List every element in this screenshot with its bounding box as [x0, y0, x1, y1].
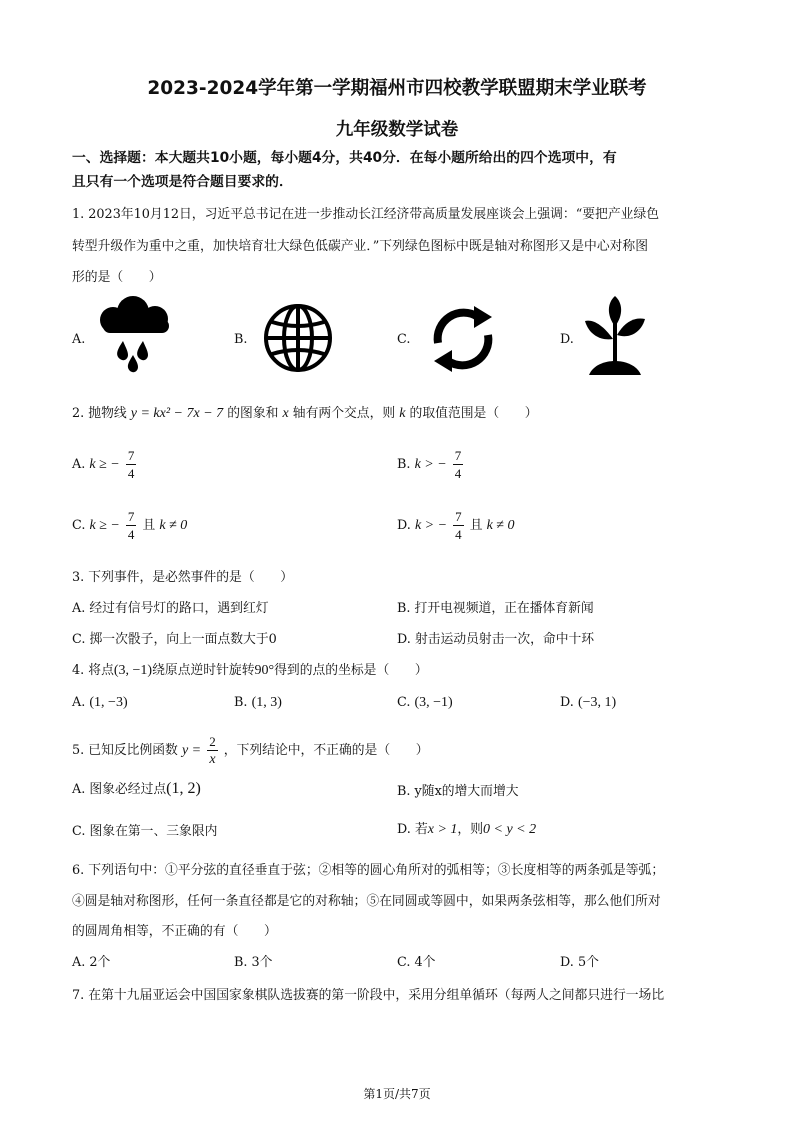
- q5-option-d-result: 0 < y < 2: [483, 822, 537, 837]
- q2-option-b-rel: k > −: [414, 457, 447, 472]
- q2-stem-mid2: 轴有两个交点，则: [292, 406, 396, 421]
- q4-option-a-value: (1, −3): [89, 695, 128, 710]
- q3-option-a: A. 经过有信号灯的路口，遇到红灯: [72, 601, 269, 616]
- frac-den: x: [209, 752, 216, 767]
- q6-option-c: C. 4个: [397, 955, 436, 970]
- q5-option-d-pre: D. 若: [397, 822, 428, 837]
- q2-option-a-rel: k ≥ −: [89, 457, 120, 472]
- q4-stem-post: 得到的点的坐标是（ ）: [274, 663, 428, 678]
- q3-option-b: B. 打开电视频道，正在播体育新闻: [397, 601, 594, 616]
- frac-num: 7: [455, 509, 462, 524]
- q4-option-c-value: (3, −1): [414, 695, 453, 710]
- page-footer: 第1页/共7页: [363, 1087, 431, 1101]
- q1-option-a-label: A.: [72, 332, 86, 347]
- q3-stem: 3. 下列事件，是必然事件的是（ ）: [72, 570, 294, 585]
- q5-stem-pre: 5. 已知反比例函数: [72, 743, 178, 758]
- q5-stem-post: ，下列结论中，不正确的是（ ）: [223, 743, 429, 758]
- rain-cloud-icon: [97, 295, 173, 375]
- recycle-arrows-icon: [420, 303, 506, 375]
- q1-line1: 1. 2023年10月12日，习近平总书记在进一步推动长江经济带高质量发展座谈会上强调：“要把产业绿色: [72, 207, 660, 222]
- q4-option-b-value: (1, 3): [251, 695, 282, 710]
- section-header-line1: 一、选择题：本大题共10小题，每小题4分，共40分．在每小题所给出的四个选项中，有: [72, 150, 617, 166]
- q4-option-b: [234, 695, 282, 711]
- q4-option-d-label: D.: [560, 695, 574, 710]
- frac-num: 7: [454, 448, 462, 463]
- q6-option-a: A. 2个: [72, 955, 111, 970]
- q2-formula: y = kx² − 7x − 7: [130, 406, 224, 421]
- q1-line2: 转型升级作为重中之重，加快培育壮大绿色低碳产业．”下列绿色图标中既是轴对称图形又是中心对称图: [72, 239, 649, 254]
- sprout-icon: [583, 295, 647, 379]
- q2-option-d-frac: [453, 508, 464, 543]
- q7-line1: 7. 在第十九届亚运会中国国家象棋队选拔赛的第一阶段中，采用分组单循环（每两人之间都只进行一场比: [72, 988, 665, 1003]
- q2-x-var: x: [282, 406, 289, 421]
- q1-option-b-label: B.: [234, 332, 248, 347]
- q2-option-c: [72, 508, 187, 543]
- frac-den: 4: [455, 527, 462, 542]
- q2-stem-pre: 2. 抛物线: [72, 406, 127, 421]
- q2-option-c-tail: 且: [142, 518, 156, 533]
- q2-option-a: [72, 447, 138, 482]
- q5-y-eq: y =: [181, 743, 202, 758]
- q4-option-c-label: C.: [397, 695, 411, 710]
- frac-num: 7: [127, 448, 135, 463]
- frac-den: 4: [454, 466, 462, 481]
- frac-num: 7: [127, 509, 135, 524]
- q2-option-d-tail: 且: [469, 518, 483, 533]
- q3-option-d: D. 射击运动员射击一次，命中十环: [397, 632, 595, 647]
- q4-option-a-label: A.: [72, 695, 86, 710]
- q4-stem-mid: 绕原点逆时针旋转: [152, 663, 255, 678]
- q1-option-c-label: C.: [397, 332, 411, 347]
- q3-option-c: C. 掷一次骰子，向上一面点数大于0: [72, 632, 277, 647]
- q4-option-b-label: B.: [234, 695, 248, 710]
- q5-option-d-cond: x > 1: [427, 822, 458, 837]
- globe-icon: [262, 302, 334, 374]
- q5-option-b: B. y随x的增大而增大: [397, 784, 519, 799]
- q2-option-a-label: A.: [72, 457, 86, 472]
- q4-option-a: [72, 695, 128, 711]
- q2-option-b-frac: [453, 447, 464, 482]
- q6-option-b: B. 3个: [234, 955, 273, 970]
- q2-option-d: [397, 508, 515, 543]
- q2-option-d-label: D.: [397, 518, 411, 533]
- q6-option-d: D. 5个: [560, 955, 599, 970]
- q2-option-c-frac: [126, 508, 137, 543]
- q2-option-c-label: C.: [72, 518, 86, 533]
- section-header-line2: 且只有一个选项是符合题目要求的．: [72, 174, 293, 190]
- q5-option-d-mid: ，则: [457, 822, 484, 837]
- q6-line2: ④圆是轴对称图形，任何一条直径都是它的对称轴；⑤在同圆或等圆中，如果两条弦相等，那么他们所对: [72, 894, 661, 909]
- q4-stem-pre: 4. 将点: [72, 663, 114, 678]
- exam-title: 2023-2024学年第一学期福州市四校教学联盟期末学业联考: [147, 78, 647, 99]
- q5-option-a-pre: A. 图象必经过点: [72, 782, 167, 797]
- q2-stem: [72, 402, 538, 422]
- q4-option-d: [560, 695, 616, 711]
- q2-k-var: k: [399, 406, 406, 421]
- q2-stem-mid: 的图象和: [227, 406, 279, 421]
- q2-option-a-frac: [126, 447, 137, 482]
- q1-option-d-label: D.: [560, 332, 574, 347]
- q4-angle: 90°: [254, 663, 275, 678]
- q4-option-c: [397, 695, 453, 711]
- frac-num: 2: [209, 734, 216, 749]
- q6-line3: 的圆周角相等，不正确的有（ ）: [72, 924, 277, 939]
- q2-stem-post: 的取值范围是（ ）: [409, 406, 538, 421]
- frac-den: 4: [127, 527, 135, 542]
- q4-stem: [72, 659, 428, 679]
- q5-option-a-point: (1, 2): [166, 780, 201, 797]
- q2-option-c-rel: k ≥ −: [89, 518, 120, 533]
- q2-option-d-rel: k > −: [414, 518, 448, 533]
- q2-option-d-cond: k ≠ 0: [486, 518, 515, 533]
- section-header: [72, 146, 732, 194]
- q5-option-c: C. 图象在第一、三象限内: [72, 824, 218, 839]
- q5-option-d: [397, 818, 536, 838]
- q6-line1: 6. 下列语句中：①平分弦的直径垂直于弦；②相等的圆心角所对的弧相等；③长度相等的两条弧是等弧；: [72, 863, 665, 878]
- q5-stem: [72, 733, 429, 768]
- q5-frac: [207, 733, 218, 768]
- q4-option-d-value: (−3, 1): [577, 695, 617, 710]
- q2-option-b-label: B.: [397, 457, 411, 472]
- frac-den: 4: [127, 466, 135, 481]
- q1-line3: 形的是（ ）: [72, 270, 162, 285]
- q5-option-a: [72, 778, 201, 798]
- q2-option-b: [397, 447, 465, 482]
- q2-option-c-cond: k ≠ 0: [159, 518, 188, 533]
- exam-subtitle: 九年级数学试卷: [335, 120, 459, 140]
- q4-point: (3, −1): [113, 663, 153, 678]
